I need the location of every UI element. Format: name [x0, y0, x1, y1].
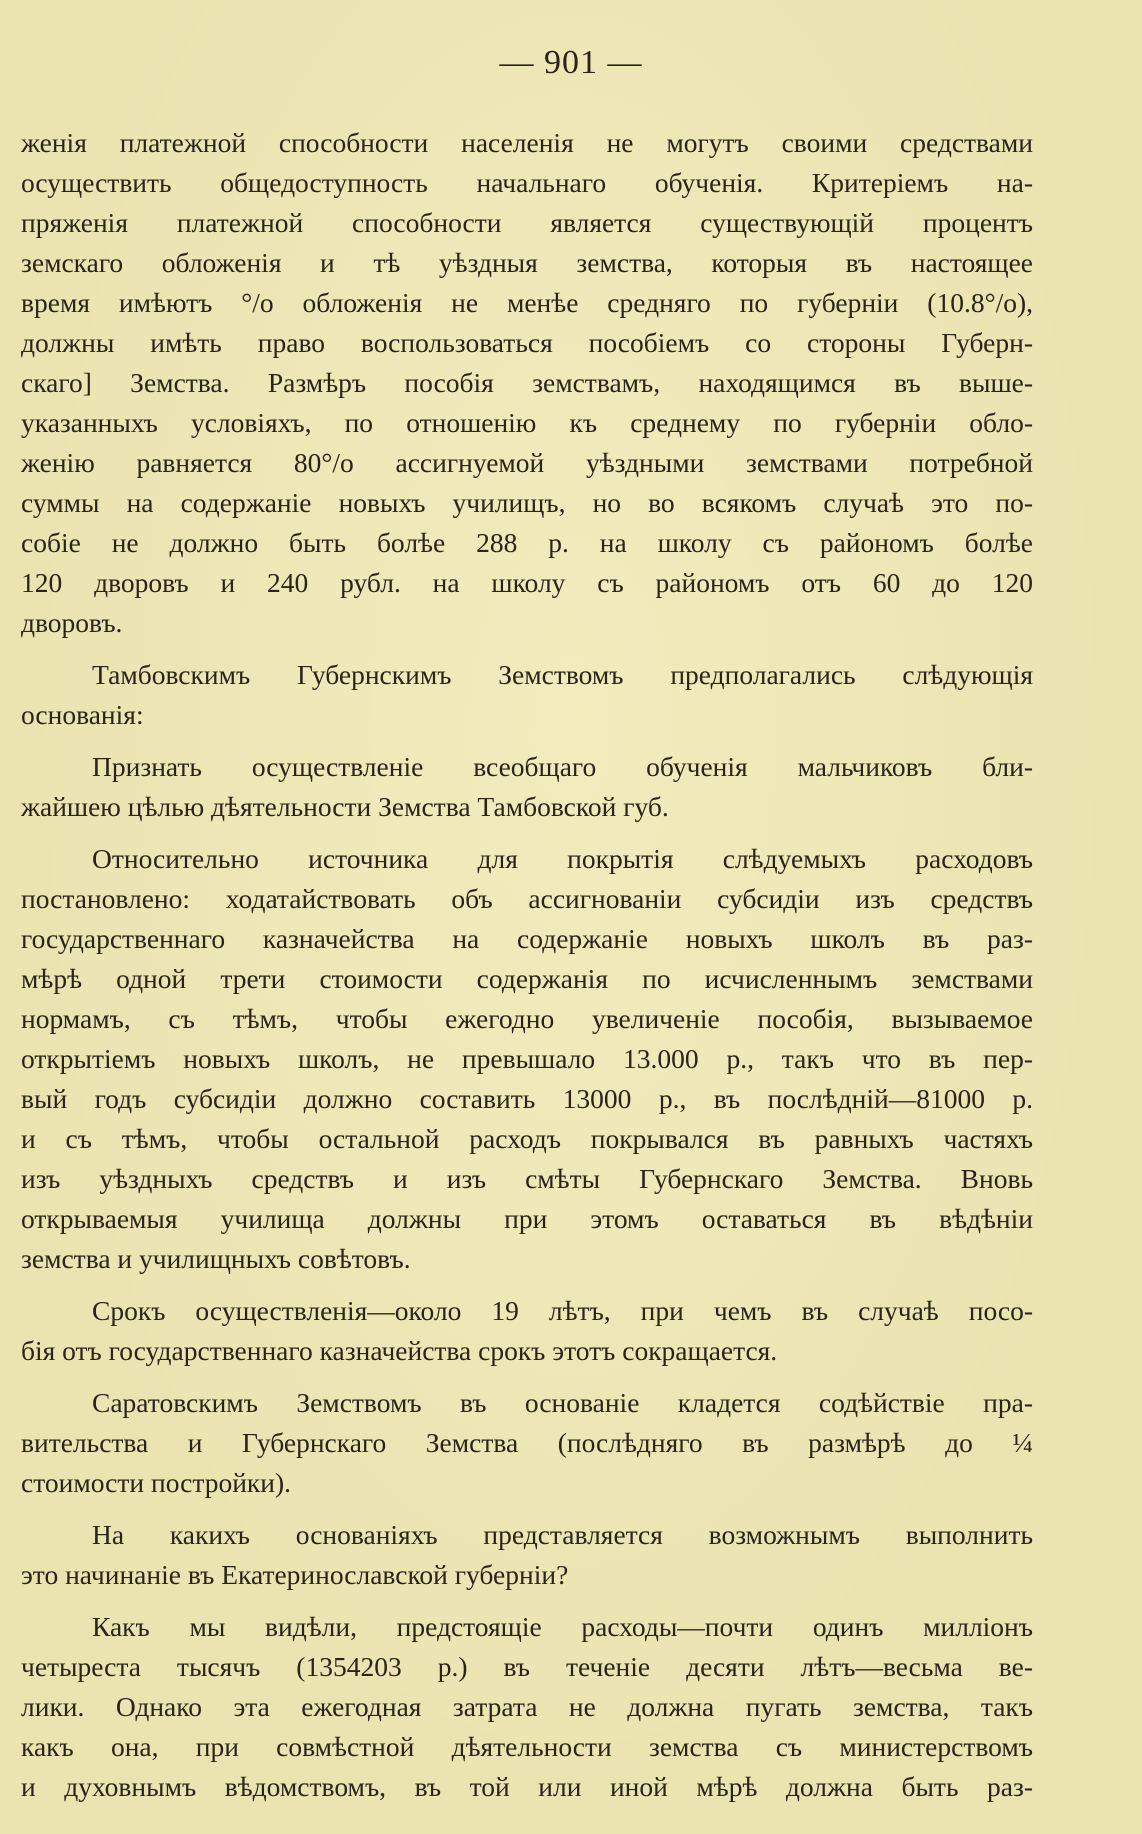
- text-line: жайшею цѣлью дѣятельности Земства Тамбовской губ.: [21, 791, 669, 822]
- paragraph: [21, 1291, 1033, 1371]
- text-line: женію равняется 80°/о ассигнуемой уѣздными земствами потребной: [21, 447, 1033, 478]
- text-line: нормамъ, съ тѣмъ, чтобы ежегодно увеличеніе пособія, вызываемое: [21, 1003, 1033, 1034]
- text-line: открываемыя училища должны при этомъ оставаться въ вѣдѣніи: [21, 1203, 1033, 1234]
- text-line: дворовъ.: [21, 607, 123, 638]
- text-line: изъ уѣздныхъ средствъ и изъ смѣты Губернскаго Земства. Вновь: [21, 1163, 1033, 1194]
- text-line: мѣрѣ одной трети стоимости содержанія по исчисленнымъ земствами: [21, 963, 1033, 994]
- paragraph: [21, 747, 1033, 827]
- text-line: Какъ мы видѣли, предстоящіе расходы—почти одинъ милліонъ: [92, 1611, 1033, 1642]
- text-line: это начинаніе въ Екатеринославской губерніи?: [21, 1559, 569, 1590]
- text-line: собіе не должно быть болѣе 288 р. на школу съ райономъ болѣе: [21, 527, 1033, 558]
- text-line: Признать осуществленіе всеобщаго обученія мальчиковъ бли-: [92, 751, 1033, 782]
- text-line: указанныхъ условіяхъ, по отношенію къ среднему по губерніи обло-: [21, 407, 1033, 438]
- text-line: 120 дворовъ и 240 рубл. на школу съ райономъ отъ 60 до 120: [21, 567, 1033, 598]
- text-line: открытіемъ новыхъ школъ, не превышало 13.000 р., такъ что въ пер-: [21, 1043, 1033, 1074]
- text-line: пряженія платежной способности является существующій процентъ: [21, 207, 1033, 238]
- text-line: вительства и Губернскаго Земства (послѣдняго въ размѣрѣ до ¼: [21, 1427, 1033, 1458]
- text-line: государственнаго казначейства на содержаніе новыхъ школъ въ раз-: [21, 923, 1033, 954]
- text-line: Срокъ осуществленія—около 19 лѣтъ, при чемъ въ случаѣ посо-: [92, 1295, 1033, 1326]
- text-line: время имѣютъ °/о обложенія не менѣе средняго по губерніи (10.8°/о),: [21, 287, 1033, 318]
- page-number: — 901 —: [499, 44, 643, 81]
- paragraph: [21, 1607, 1033, 1807]
- text-line: женія платежной способности населенія не могутъ своими средствами: [21, 127, 1033, 158]
- text-line: вый годъ субсидіи должно составить 13000 р., въ послѣдній—81000 р.: [21, 1083, 1033, 1114]
- text-line: Относительно источника для покрытія слѣдуемыхъ расходовъ: [92, 843, 1033, 874]
- paragraph: [21, 1515, 1033, 1595]
- text-line: должны имѣть право воспользоваться пособіемъ со стороны Губерн-: [21, 327, 1033, 358]
- text-line: скаго] Земства. Размѣръ пособія земствамъ, находящимся въ выше-: [21, 367, 1033, 398]
- paragraph: [21, 839, 1033, 1279]
- text-line: и съ тѣмъ, чтобы остальной расходъ покрывался въ равныхъ частяхъ: [21, 1123, 1033, 1154]
- text-line: На какихъ основаніяхъ представляется возможнымъ выполнить: [92, 1519, 1033, 1550]
- text-line: постановлено: ходатайствовать объ ассигнованіи субсидіи изъ средствъ: [21, 883, 1033, 914]
- text-line: осуществить общедоступность начальнаго обученія. Критеріемъ на-: [21, 167, 1033, 198]
- text-line: Саратовскимъ Земствомъ въ основаніе кладется содѣйствіе пра-: [92, 1387, 1033, 1418]
- paragraph: [21, 1383, 1033, 1503]
- text-line: земскаго обложенія и тѣ уѣздныя земства, которыя въ настоящее: [21, 247, 1033, 278]
- text-line: Тамбовскимъ Губернскимъ Земствомъ предполагались слѣдующія: [92, 659, 1033, 690]
- text-line: основанія:: [21, 699, 144, 730]
- text-line: суммы на содержаніе новыхъ училищъ, но во всякомъ случаѣ это по-: [21, 487, 1033, 518]
- text-line: земства и училищныхъ совѣтовъ.: [21, 1243, 411, 1274]
- text-line: и духовнымъ вѣдомствомъ, въ той или иной мѣрѣ должна быть раз-: [21, 1771, 1033, 1802]
- text-line: какъ она, при совмѣстной дѣятельности земства съ министерствомъ: [21, 1731, 1033, 1762]
- text-line: бія отъ государственнаго казначейства срокъ этотъ сокращается.: [21, 1335, 778, 1366]
- text-line: лики. Однако эта ежегодная затрата не должна пугать земства, такъ: [21, 1691, 1033, 1722]
- paragraph: [21, 123, 1033, 643]
- page-body-text: [21, 123, 1033, 1807]
- text-line: стоимости постройки).: [21, 1467, 292, 1498]
- text-line: четыреста тысячъ (1354203 р.) въ теченіе десяти лѣтъ—весьма ве-: [21, 1651, 1033, 1682]
- paragraph: [21, 655, 1033, 735]
